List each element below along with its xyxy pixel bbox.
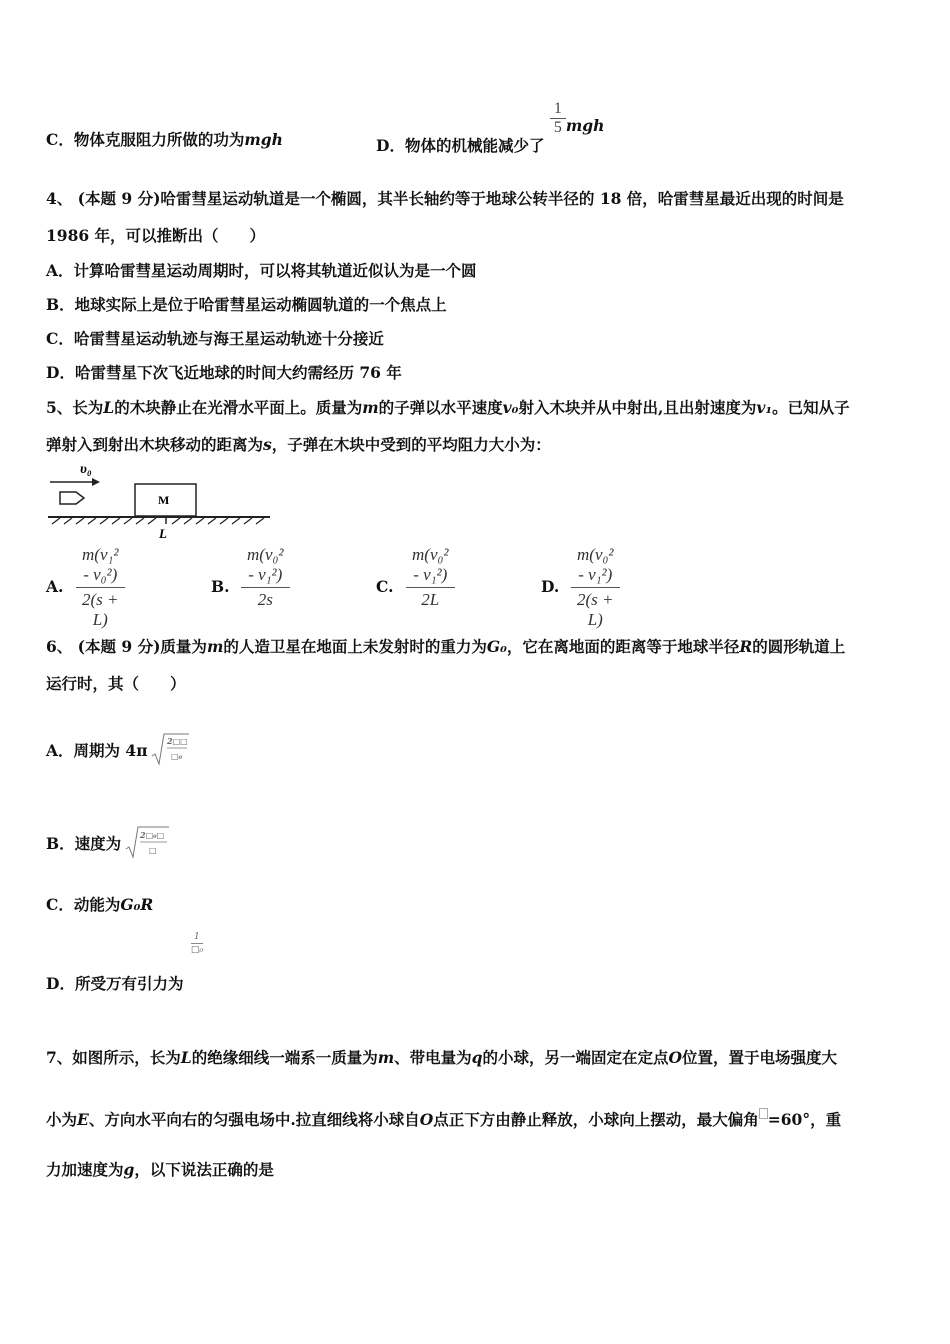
q7-stem-line1: 7、如图所示，长为L的绝缘细线一端系一质量为m、带电量为q的小球，另一端固定在定点O位置，置于电场强度大 xyxy=(46,1048,838,1067)
q6-stem-line2: 运行时，其（ ） xyxy=(46,674,186,693)
angle-placeholder-icon xyxy=(759,1108,768,1119)
q4-stem-line2: 1986 年，可以推断出（ ） xyxy=(46,226,266,245)
q3-option-c: C．物体克服阻力所做的功为mgh xyxy=(46,130,283,149)
svg-text:□₀: □₀ xyxy=(170,751,183,761)
q3-option-d: D．物体的机械能减少了 $\frac{1}{5}$ mgh xyxy=(376,100,605,155)
v0-label: υ₀ xyxy=(80,462,92,477)
q5-stem-line1: 5、长为L的木块静止在光滑水平面上。质量为m的子弹以水平速度v₀射入木块并从中射出,且出射速度为v₁。已知从子 xyxy=(46,398,850,417)
q7-stem-line2: 小为E、方向水平向右的匀强电场中.拉直细线将小球自O点正下方由静止释放，小球向上摆动，最大偏角 =60°，重 xyxy=(46,1110,842,1129)
q6-option-b: B．速度为 2□₀□ □ xyxy=(46,823,171,863)
svg-text:□: □ xyxy=(148,845,157,855)
sqrt-placeholder-icon xyxy=(151,730,191,770)
fraction-one-fifth: $\frac{1}{5}$ xyxy=(550,100,566,137)
q4-option-b: B．地球实际上是位于哈雷彗星运动椭圆轨道的一个焦点上 xyxy=(46,295,447,314)
q7-stem-line3: 力加速度为g，以下说法正确的是 xyxy=(46,1160,274,1179)
bullet-block-diagram xyxy=(46,458,276,542)
svg-text:2□□: 2□□ xyxy=(166,736,188,746)
q4-option-a: A．计算哈雷彗星运动周期时，可以将其轨道近似认为是一个圆 xyxy=(46,261,477,280)
svg-text:2□₀□: 2□₀□ xyxy=(139,830,164,840)
sqrt-placeholder-icon xyxy=(125,823,171,863)
q4-option-d: D．哈雷彗星下次飞近地球的时间大约需经历 76 年 xyxy=(46,363,402,382)
block-m-label: M xyxy=(158,493,170,507)
bullet-shape xyxy=(60,492,84,504)
q5-stem-line2: 弹射入到射出木块移动的距离为s，子弹在木块中受到的平均阻力大小为： xyxy=(46,435,551,454)
fraction-placeholder-icon: 1 □₀ xyxy=(190,932,203,955)
q6-stem-line1: 6、 (本题 9 分)质量为m的人造卫星在地面上未发射时的重力为G₀，它在离地面的距离等于地球半径R的圆形轨道上 xyxy=(46,637,846,656)
q4-stem-line1: 4、 (本题 9 分)哈雷彗星运动轨道是一个椭圆，其半长轴约等于地球公转半径的 18 倍，哈雷彗星最近出现的时间是 xyxy=(46,189,844,208)
q6-option-c: C．动能为G₀R xyxy=(46,895,154,914)
q6-option-d: D．所受万有引力为 1 □₀ xyxy=(46,932,203,993)
q6-option-a: A．周期为 4π 2□□ □₀ xyxy=(46,730,191,770)
l-label: L xyxy=(159,526,167,541)
q4-option-c: C．哈雷彗星运动轨迹与海王星运动轨迹十分接近 xyxy=(46,329,384,348)
